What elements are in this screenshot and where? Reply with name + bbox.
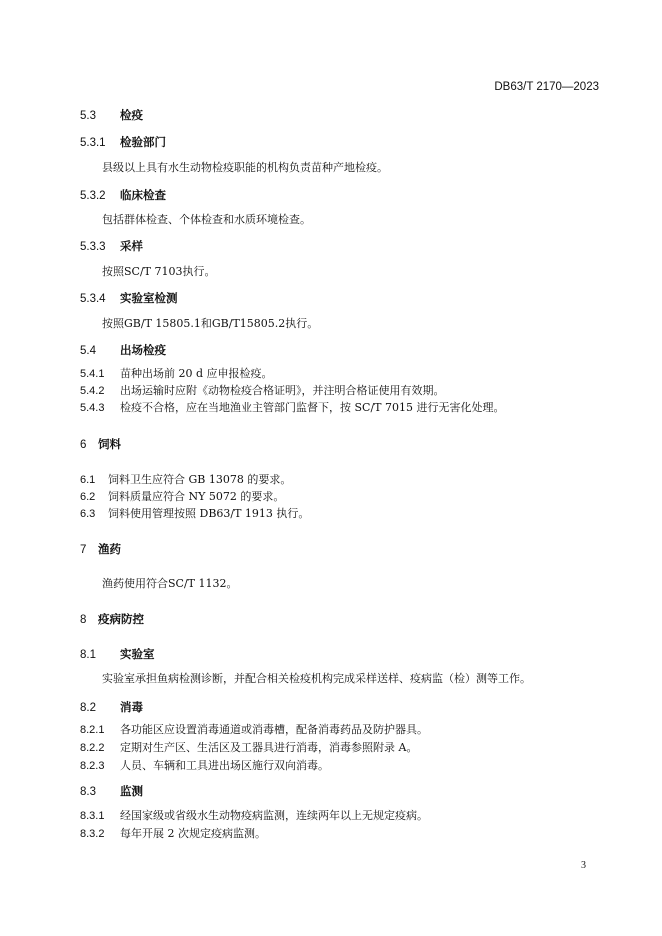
item-number: 5.4.2 bbox=[80, 385, 105, 397]
section-number: 8 bbox=[80, 614, 87, 626]
item-number: 6.3 bbox=[80, 508, 96, 520]
section-number: 7 bbox=[80, 544, 87, 556]
section-number: 5.3 bbox=[80, 110, 96, 122]
item-number: 8.2.1 bbox=[80, 724, 105, 736]
item-text: 每年开展 2 次规定疫病监测。 bbox=[120, 827, 266, 840]
section-title: 检疫 bbox=[120, 108, 143, 122]
section-title: 饲料 bbox=[98, 437, 121, 451]
item-text: 苗种出场前 20 d 应申报检疫。 bbox=[120, 367, 273, 380]
section-title: 检验部门 bbox=[120, 135, 166, 149]
list-item bbox=[80, 400, 504, 416]
section-title: 疫病防控 bbox=[98, 612, 144, 626]
section-heading bbox=[80, 238, 143, 255]
section-number: 5.3.1 bbox=[80, 137, 106, 149]
section-number: 8.1 bbox=[80, 649, 96, 661]
list-item bbox=[80, 808, 428, 824]
section-heading bbox=[80, 541, 121, 558]
list-item bbox=[80, 722, 428, 738]
list-item bbox=[80, 740, 417, 756]
list-item bbox=[80, 506, 309, 522]
list-item bbox=[80, 383, 445, 399]
paragraph: 按照SC/T 7103执行。 bbox=[102, 265, 216, 278]
item-text: 饲料质量应符合 NY 5072 的要求。 bbox=[108, 490, 285, 503]
list-item bbox=[80, 472, 291, 488]
section-title: 监测 bbox=[120, 784, 143, 798]
section-title: 临床检查 bbox=[120, 188, 166, 202]
item-number: 6.1 bbox=[80, 474, 96, 486]
item-number: 5.4.1 bbox=[80, 368, 105, 380]
section-title: 采样 bbox=[120, 239, 143, 253]
section-number: 5.3.3 bbox=[80, 241, 106, 253]
section-heading bbox=[80, 783, 143, 800]
section-number: 8.3 bbox=[80, 786, 96, 798]
paragraph: 渔药使用符合SC/T 1132。 bbox=[102, 577, 238, 590]
list-item bbox=[80, 758, 329, 774]
item-number: 6.2 bbox=[80, 491, 96, 503]
paragraph: 包括群体检查、个体检查和水质环境检查。 bbox=[102, 213, 311, 226]
section-number: 5.3.4 bbox=[80, 293, 106, 305]
section-heading bbox=[80, 134, 166, 151]
section-heading bbox=[80, 187, 166, 204]
item-number: 8.3.1 bbox=[80, 810, 105, 822]
item-text: 出场运输时应附《动物检疫合格证明》，并注明合格证使用有效期。 bbox=[120, 384, 445, 397]
item-text: 饲料卫生应符合 GB 13078 的要求。 bbox=[108, 473, 292, 486]
section-heading bbox=[80, 436, 121, 453]
item-text: 饲料使用管理按照 DB63/T 1913 执行。 bbox=[108, 507, 310, 520]
item-number: 5.4.3 bbox=[80, 402, 105, 414]
list-item bbox=[80, 366, 273, 382]
section-heading bbox=[80, 290, 178, 307]
paragraph: 实验室承担鱼病检测诊断，并配合相关检疫机构完成采样送样、疫病监（检）测等工作。 bbox=[102, 672, 531, 685]
item-number: 8.2.2 bbox=[80, 742, 105, 754]
section-number: 8.2 bbox=[80, 702, 96, 714]
section-heading bbox=[80, 107, 143, 124]
section-title: 消毒 bbox=[120, 700, 143, 714]
section-title: 实验室 bbox=[120, 647, 155, 661]
section-heading bbox=[80, 342, 166, 359]
item-number: 8.2.3 bbox=[80, 760, 105, 772]
section-title: 渔药 bbox=[98, 542, 121, 556]
section-title: 出场检疫 bbox=[120, 343, 166, 357]
list-item bbox=[80, 826, 266, 842]
section-title: 实验室检测 bbox=[120, 291, 178, 305]
item-number: 8.3.2 bbox=[80, 828, 105, 840]
document-code: DB63/T 2170—2023 bbox=[494, 81, 599, 93]
section-heading bbox=[80, 699, 143, 716]
section-heading bbox=[80, 611, 144, 628]
page-number: 3 bbox=[581, 860, 586, 871]
item-text: 定期对生产区、生活区及工器具进行消毒，消毒参照附录 A。 bbox=[120, 741, 418, 754]
item-text: 检疫不合格，应在当地渔业主管部门监督下，按 SC/T 7015 进行无害化处理。 bbox=[120, 401, 505, 414]
paragraph: 按照GB/T 15805.1和GB/T15805.2执行。 bbox=[102, 317, 319, 330]
section-number: 5.4 bbox=[80, 345, 96, 357]
item-text: 经国家级或省级水生动物疫病监测，连续两年以上无规定疫病。 bbox=[120, 809, 428, 822]
item-text: 人员、车辆和工具进出场区施行双向消毒。 bbox=[120, 759, 329, 772]
item-text: 各功能区应设置消毒通道或消毒槽，配备消毒药品及防护器具。 bbox=[120, 723, 428, 736]
section-number: 6 bbox=[80, 439, 87, 451]
list-item bbox=[80, 489, 284, 505]
section-heading bbox=[80, 646, 155, 663]
paragraph: 县级以上具有水生动物检疫职能的机构负责苗种产地检疫。 bbox=[102, 161, 388, 174]
section-number: 5.3.2 bbox=[80, 190, 106, 202]
